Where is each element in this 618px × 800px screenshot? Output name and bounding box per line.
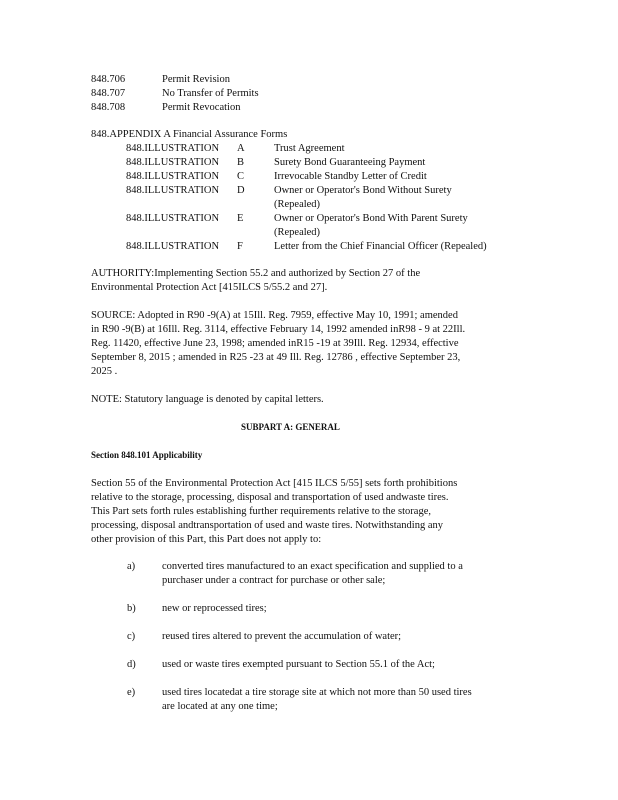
illustration-label: 848.ILLUSTRATION	[126, 213, 220, 224]
list-item-text-continued: purchaser under a contract for purchase or other sale;	[162, 575, 386, 586]
list-item-label: c)	[127, 631, 136, 642]
list-item-label: e)	[127, 687, 136, 698]
illustration-title: Letter from the Chief Financial Officer (Repealed)	[274, 241, 487, 252]
illustration-title: Surety Bond Guaranteeing Payment	[274, 157, 426, 168]
toc-number: 848.708	[91, 102, 126, 113]
authority-line: AUTHORITY:Implementing Section 55.2 and authorized by Section 27 of the	[91, 268, 421, 279]
section-text-line: relative to the storage, processing, disposal and transportation of used andwaste tires.	[91, 492, 449, 503]
illustration-label: 848.ILLUSTRATION	[126, 185, 220, 196]
subpart-heading: SUBPART A: GENERAL	[241, 422, 340, 432]
appendix-heading: 848.APPENDIX A Financial Assurance Forms	[91, 129, 288, 140]
illustration-label: 848.ILLUSTRATION	[126, 157, 220, 168]
illustration-title: Trust Agreement	[274, 143, 345, 154]
list-item-text-continued: are located at any one time;	[162, 701, 278, 712]
illustration-letter: F	[237, 241, 243, 252]
toc-title: Permit Revision	[162, 74, 230, 85]
section-text-line: processing, disposal andtransportation of used and waste tires. Notwithstanding any	[91, 520, 443, 531]
list-item-label: b)	[127, 603, 136, 614]
illustration-label: 848.ILLUSTRATION	[126, 241, 220, 252]
source-line: in R90 -9(B) at 16Ill. Reg. 3114, effective February 14, 1992 amended inR98 - 9 at 22Ill.	[91, 324, 466, 335]
list-item-label: a)	[127, 561, 136, 572]
toc-title: Permit Revocation	[162, 102, 241, 113]
illustration-letter: E	[237, 213, 244, 224]
source-line: September 8, 2015 ; amended in R25 -23 at 49 Ill. Reg. 12786 , effective September 23,	[91, 352, 461, 363]
authority-line: Environmental Protection Act [415ILCS 5/55.2 and 27].	[91, 282, 328, 293]
list-item-text: converted tires manufactured to an exact specification and supplied to a	[162, 561, 463, 572]
illustration-letter: B	[237, 157, 245, 168]
section-heading: Section 848.101 Applicability	[91, 450, 203, 460]
list-item-text: used tires locatedat a tire storage site at which not more than 50 used tires	[162, 687, 472, 698]
source-line: 2025 .	[91, 366, 118, 377]
list-item-text: new or reprocessed tires;	[162, 603, 267, 614]
illustration-letter: A	[237, 143, 245, 154]
section-text-line: Section 55 of the Environmental Protection Act [415 ILCS 5/55] sets forth prohibitions	[91, 478, 458, 489]
note-line: NOTE: Statutory language is denoted by capital letters.	[91, 394, 324, 405]
illustration-title-continued: (Repealed)	[274, 199, 321, 210]
source-line: Reg. 11420, effective June 23, 1998; amended inR15 -19 at 39Ill. Reg. 12934, effective	[91, 338, 459, 349]
illustration-title: Owner or Operator's Bond Without Surety	[274, 185, 452, 196]
toc-title: No Transfer of Permits	[162, 88, 259, 99]
illustration-title: Owner or Operator's Bond With Parent Surety	[274, 213, 468, 224]
illustration-letter: C	[237, 171, 245, 182]
toc-number: 848.707	[91, 88, 126, 99]
illustration-letter: D	[237, 185, 245, 196]
list-item-text: reused tires altered to prevent the accumulation of water;	[162, 631, 402, 642]
list-item-label: d)	[127, 659, 136, 670]
source-line: SOURCE: Adopted in R90 -9(A) at 15Ill. Reg. 7959, effective May 10, 1991; amended	[91, 310, 458, 321]
section-text-line: other provision of this Part, this Part does not apply to:	[91, 534, 322, 545]
illustration-label: 848.ILLUSTRATION	[126, 143, 220, 154]
toc-number: 848.706	[91, 74, 126, 85]
section-text-line: This Part sets forth rules establishing further requirements relative to the storage,	[91, 506, 431, 517]
illustration-title: Irrevocable Standby Letter of Credit	[274, 171, 427, 182]
illustration-label: 848.ILLUSTRATION	[126, 171, 220, 182]
illustration-title-continued: (Repealed)	[274, 227, 321, 238]
list-item-text: used or waste tires exempted pursuant to Section 55.1 of the Act;	[162, 659, 435, 670]
